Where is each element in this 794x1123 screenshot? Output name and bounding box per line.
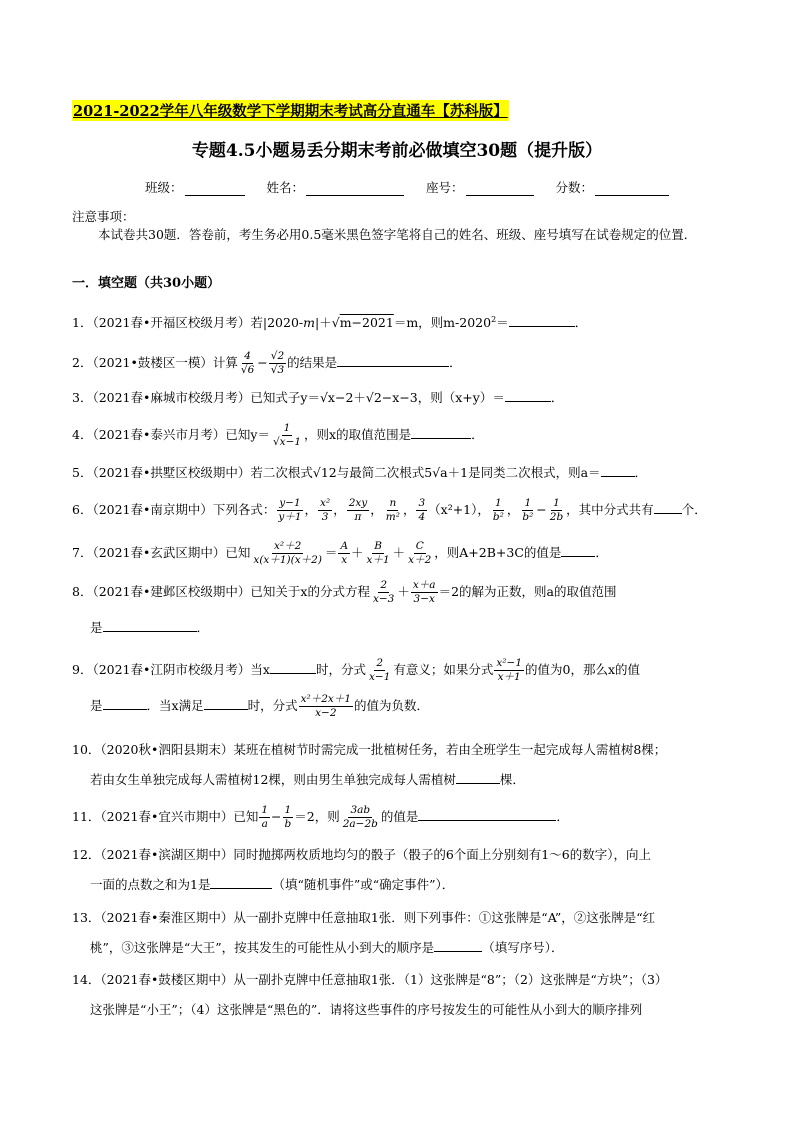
answer-blank[interactable] (434, 935, 482, 952)
question-10: 10．（2020秋•泗阳县期末）某班在植树节时需完成一批植树任务，若由全班学生一起完成每人需植树8棵； 若由女生单独完成每人需植树12棵，则由男生单独完成每人需植树 棵． (72, 742, 667, 787)
name-field[interactable]: 姓名： (267, 178, 405, 196)
page-title: 专题4.5小题易丢分期末考前必做填空30题（提升版） (191, 141, 603, 161)
question-3: 3．（2021春•麻城市校级月考）已知式子y＝√x−2＋√2−x−3，则（x+y）＝ ． (72, 383, 732, 413)
question-7: 7．（2021春•玄武区期中）已知 $\frac{\text{x²＋2}}{x(x+1)(x+2)}$ ＝ $\frac{A}{x}$ ＋ $\frac{B}{x+1}$ ＋ $\frac{C}{x+2}$ ，则A+2B+3C的值是 ． (72, 540, 608, 566)
question-14: 14．（2021春•鼓楼区期中）从一副扑克牌中任意抽取1张．（1）这张牌是“8”；（2）这张牌是“方块”；（3） 这张牌是“小王”；（4）这张牌是“黑色的”．请将这些事件的序号按发生的可能性从小到大的顺序排列 (72, 972, 668, 1017)
answer-blank[interactable] (337, 350, 449, 367)
question-4: 4．（2021春•泰兴市月考）已知y＝ $\frac{1}{√x-1}$ ，则x的取值范围是 ． (72, 422, 484, 448)
answer-blank[interactable] (204, 693, 248, 710)
answer-blank[interactable] (103, 615, 197, 632)
student-info-row (145, 178, 691, 196)
answer-blank[interactable] (411, 422, 471, 439)
question-9: 9．（2021春•江阴市校级月考）当x 时，分式 $\frac{2}{x-1}$ 有意义；如果分式 $\frac{\text{x²−1}}{x+1}$ 的值为0，那么x的值 是 ．当x满足 时，分式 $\frac{\text{x²＋2x＋1}}{x-2}$ 的值为负数． (72, 657, 641, 719)
notes-title: 注意事项： (72, 209, 135, 224)
question-6: 6．（2021春•南京期中）下列各式： $\frac{y-1}{y+1}$ ， $\frac{\text{x²}}{3}$ ， $\frac{2xy}{\pi}$ ， $\frac{n}{\text{m²}}$ ， $\frac{3}{4}$ （x²+1）， $\frac{1}{\text{b²}}$ ， $\frac{1}{\text{b²}}$ − $\frac{1}{2b}$ ，其中分式共有 个． (72, 497, 707, 523)
answer-blank[interactable] (505, 385, 551, 402)
section-heading: 一．填空题（共30小题） (72, 276, 221, 291)
question-8: 8．（2021春•建邺区校级期中）已知关于x的分式方程 $\frac{2}{x-3}$ ＋ $\frac{x+a}{3-x}$ ＝2的解为正数，则a的取值范围 是 ． (72, 579, 617, 635)
question-12: 12．（2021春•滨湖区期中）同时抛掷两枚质地均匀的骰子（骰子的6个面上分别刻有1～6的数字），向上 一面的点数之和为1是 （填“随机事件”或“确定事件”）． (72, 847, 651, 892)
answer-blank[interactable] (456, 767, 500, 784)
seat-field[interactable]: 座号： (426, 178, 534, 196)
answer-blank[interactable] (561, 540, 595, 557)
question-11: 11．（2021春•宜兴市期中）已知 $\frac{1}{a}$ − $\frac{1}{b}$ ＝2，则 $\frac{3ab}{2a-2b}$ 的值是 ． (72, 804, 569, 830)
answer-blank[interactable] (418, 804, 556, 821)
answer-blank[interactable] (509, 310, 575, 327)
answer-blank[interactable] (654, 497, 682, 514)
question-13: 13．（2021春•秦淮区期中）从一副扑克牌中任意抽取1张．则下列事件：①这张牌是“A”，②这张牌是“红 桃”，③这张牌是“大王”，按其发生的可能性从小到大的顺序是 （填写序号）． (72, 910, 656, 955)
class-field[interactable]: 班级： (145, 178, 245, 196)
answer-blank[interactable] (210, 872, 272, 889)
answer-blank[interactable] (270, 657, 316, 674)
answer-blank[interactable] (103, 693, 147, 710)
score-field[interactable]: 分数： (556, 178, 670, 196)
series-header: 2021-2022学年八年级数学下学期期末考试高分直通车【苏科版】 (72, 100, 509, 121)
question-5: 5．（2021春•拱墅区校级期中）若二次根式√12与最简二次根式5√a＋1是同类二次根式，则a＝ ． (72, 458, 732, 488)
question-1: 1．（2021春•开福区校级月考）若|2020-m|＋√m−2021＝m，则$m-2020^2=$ ． (72, 305, 732, 338)
notes-body: 本试卷共30题．答卷前，考生务必用0.5毫米黑色签字笔将自己的姓名、班级、座号填写在试卷规定的位置． (98, 227, 697, 242)
question-2: 2．（2021•鼓楼区一模）计算 $\frac{4}{√6}$ − $\frac{√2}{√3}$ 的结果是 ． (72, 350, 462, 376)
answer-blank[interactable] (601, 460, 635, 477)
